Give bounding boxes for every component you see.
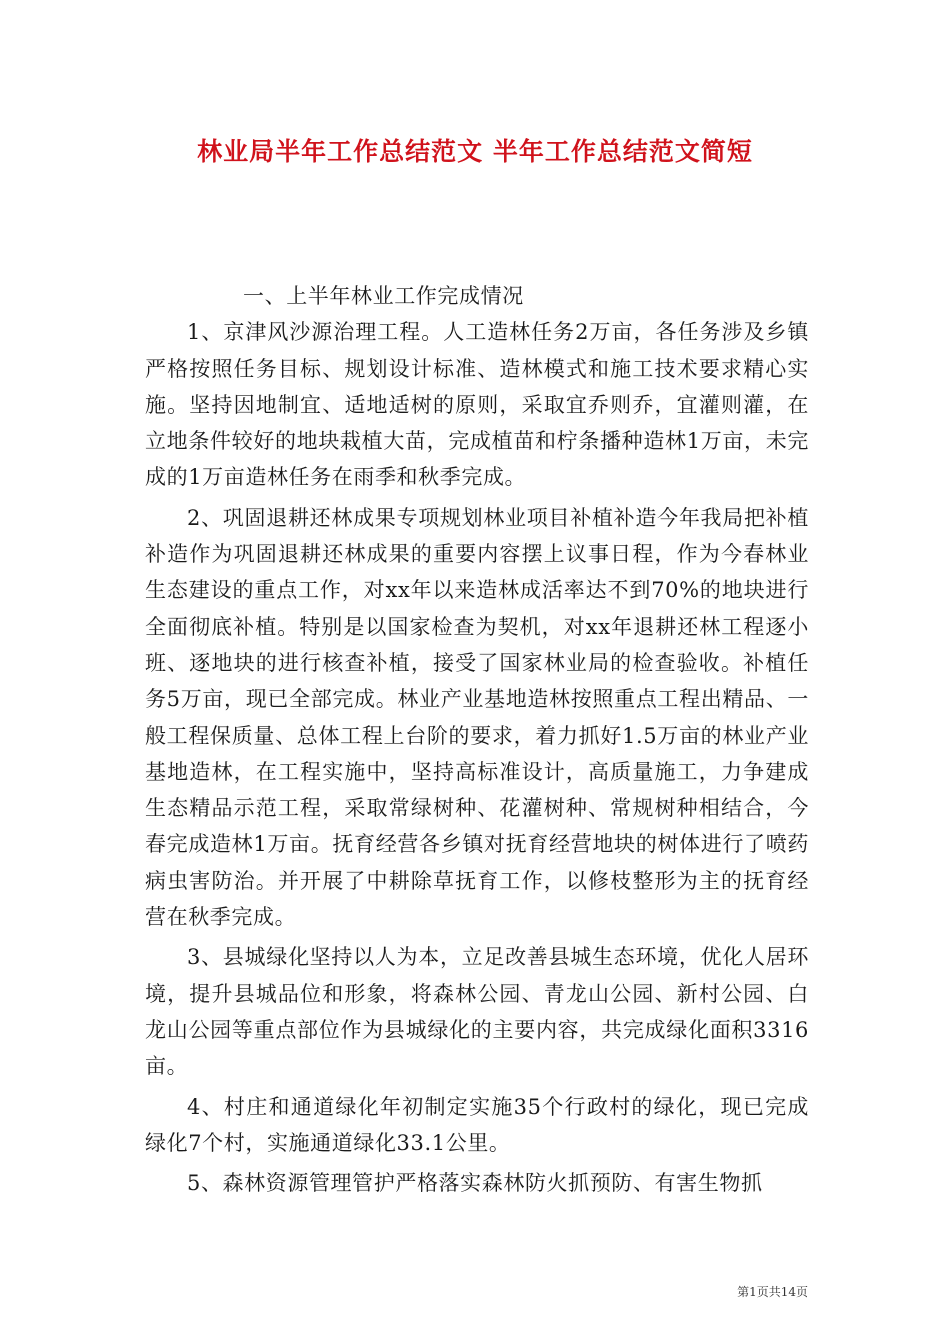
paragraph-1: 1、京津风沙源治理工程。人工造林任务2万亩，各任务涉及乡镇严格按照任务目标、规划设计标准、造林模式和施工技术要求精心实施。坚持因地制宜、适地适树的原则，采取宜乔则乔，宜灌则灌，在立地条件较好的地块栽植大苗，完成植苗和柠条播种造林1万亩，未完成的1万亩造林任务在雨季和秋季完成。 [145, 320, 809, 490]
document-body [145, 278, 809, 1201]
section-heading: 一、上半年林业工作完成情况 [243, 284, 524, 308]
paragraph-5: 5、森林资源管理管护严格落实森林防火抓预防、有害生物抓 [187, 1171, 763, 1196]
paragraph-2: 2、巩固退耕还林成果专项规划林业项目补植补造今年我局把补植补造作为巩固退耕还林成果的重要内容摆上议事日程，作为今春林业生态建设的重点工作，对xx年以来造林成活率达不到70%的地块进行全面彻底补植。特别是以国家检查为契机，对xx年退耕还林工程逐小班、逐地块的进行核查补植，接受了国家林业局的检查验收。补植任务5万亩，现已全部完成。林业产业基地造林按照重点工程出精品、一般工程保质量、总体工程上台阶的要求，着力抓好1.5万亩的林业产业基地造林，在工程实施中，坚持高标准设计，高质量施工，力争建成生态精品示范工程，采取常绿树种、花灌树种、常规树种相结合，今春完成造林1万亩。抚育经营各乡镇对抚育经营地块的树体进行了喷药病虫害防治。并开展了中耕除草抚育工作，以修枝整形为主的抚育经营在秋季完成。 [145, 505, 809, 930]
paragraph-4: 4、村庄和通道绿化年初制定实施35个行政村的绿化，现已完成绿化7个村，实施通道绿化33.1公里。 [145, 1094, 809, 1155]
paragraph-3: 3、县城绿化坚持以人为本，立足改善县城生态环境，优化人居环境，提升县城品位和形象，将森林公园、青龙山公园、新村公园、白龙山公园等重点部位作为县城绿化的主要内容，共完成绿化面积3316亩。 [145, 945, 809, 1079]
document-title: 林业局半年工作总结范文 半年工作总结范文简短 [197, 137, 753, 166]
page-number: 第1页共14页 [737, 1285, 808, 1299]
